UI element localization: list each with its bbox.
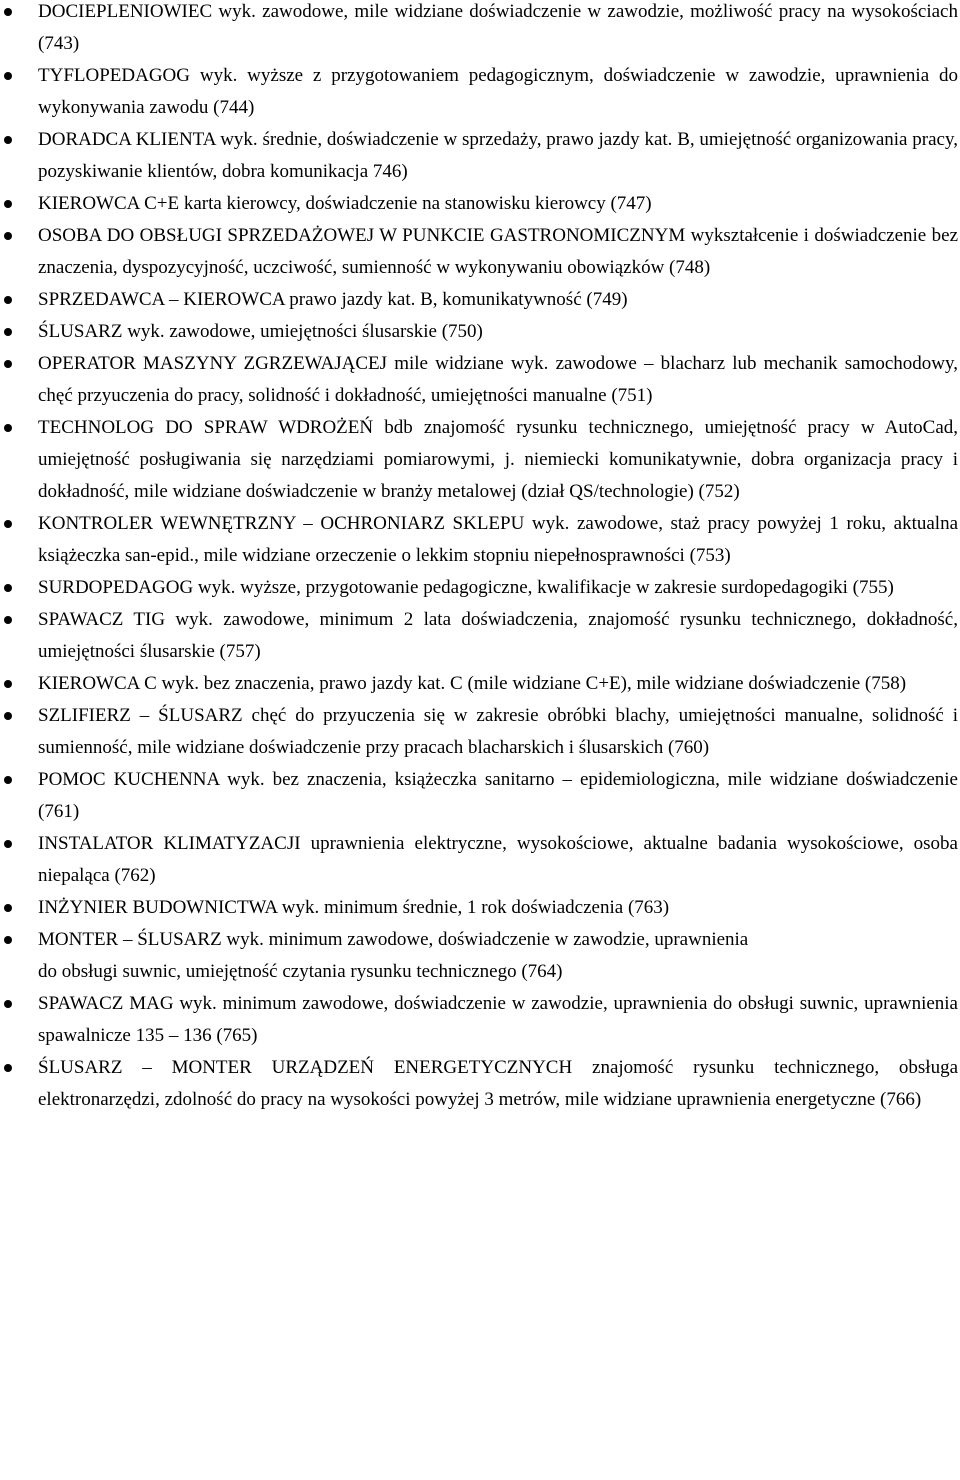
job-offer-item [0, 572, 958, 604]
job-offer-item [0, 188, 958, 220]
bullet-icon [4, 904, 12, 912]
job-offer-text: ŚLUSARZ – MONTER URZĄDZEŃ ENERGETYCZNYCH znajomość rysunku technicznego, obsługa elektronarzędzi, zdolność do pracy na wysokości powyżej 3 metrów, mile widziane uprawnienia energetyczne (766) [38, 1057, 958, 1110]
bullet-icon [4, 776, 12, 784]
bullet-icon [4, 136, 12, 144]
job-offer-text: INSTALATOR KLIMATYZACJI uprawnienia elektryczne, wysokościowe, aktualne badania wysokościowe, osoba niepaląca (762) [38, 833, 958, 886]
bullet-icon [4, 840, 12, 848]
job-offer-text: TYFLOPEDAGOG wyk. wyższe z przygotowaniem pedagogicznym, doświadczenie w zawodzie, uprawnienia do wykonywania zawodu (744) [38, 65, 958, 118]
job-offer-text: SPAWACZ MAG wyk. minimum zawodowe, doświadczenie w zawodzie, uprawnienia do obsługi suwnic, uprawnienia spawalnicze 135 – 136 (765) [38, 993, 958, 1046]
job-offer-text: POMOC KUCHENNA wyk. bez znaczenia, książeczka sanitarno – epidemiologiczna, mile widziane doświadczenie (761) [38, 769, 958, 822]
job-offer-item [0, 924, 958, 988]
bullet-icon [4, 520, 12, 528]
job-offer-text: SPRZEDAWCA – KIEROWCA prawo jazdy kat. B, komunikatywność (749) [38, 289, 628, 310]
job-offer-item [0, 988, 958, 1052]
job-offer-text: SPAWACZ TIG wyk. zawodowe, minimum 2 lata doświadczenia, znajomość rysunku technicznego, dokładność, umiejętności ślusarskie (757) [38, 609, 958, 662]
bullet-icon [4, 232, 12, 240]
bullet-icon [4, 360, 12, 368]
job-offer-item [0, 220, 958, 284]
job-offer-text: KONTROLER WEWNĘTRZNY – OCHRONIARZ SKLEPU wyk. zawodowe, staż pracy powyżej 1 roku, aktualna książeczka san-epid., mile widziane orzeczenie o lekkim stopniu niepełnosprawności (753) [38, 513, 958, 566]
job-offer-text: INŻYNIER BUDOWNICTWA wyk. minimum średnie, 1 rok doświadczenia (763) [38, 897, 670, 918]
bullet-icon [4, 584, 12, 592]
bullet-icon [4, 936, 12, 944]
job-offer-text: OPERATOR MASZYNY ZGRZEWAJĄCEJ mile widziane wyk. zawodowe – blacharz lub mechanik samochodowy, chęć przyuczenia do pracy, solidność i dokładność, umiejętności manualne (751) [38, 353, 958, 406]
job-offer-item [0, 0, 958, 60]
job-offer-item [0, 764, 958, 828]
job-offer-text: MONTER – ŚLUSARZ wyk. minimum zawodowe, doświadczenie w zawodzie, uprawnienia [38, 929, 749, 950]
job-offer-item [0, 700, 958, 764]
job-offer-item [0, 604, 958, 668]
bullet-icon [4, 616, 12, 624]
job-offer-text: OSOBA DO OBSŁUGI SPRZEDAŻOWEJ W PUNKCIE GASTRONOMICZNYM wykształcenie i doświadczenie bez znaczenia, dyspozycyjność, uczciwość, sumienność w wykonywaniu obowiązków (748) [38, 225, 958, 278]
job-offer-item [0, 1052, 958, 1116]
job-offer-text: do obsługi suwnic, umiejętność czytania rysunku technicznego (764) [38, 961, 563, 982]
bullet-icon [4, 1064, 12, 1072]
bullet-icon [4, 328, 12, 336]
job-offer-item [0, 284, 958, 316]
job-offer-item [0, 124, 958, 188]
job-offer-item [0, 892, 958, 924]
bullet-icon [4, 200, 12, 208]
job-offer-text: SURDOPEDAGOG wyk. wyższe, przygotowanie pedagogiczne, kwalifikacje w zakresie surdopedagogiki (755) [38, 577, 894, 598]
job-offer-item [0, 60, 958, 124]
job-offer-text: DORADCA KLIENTA wyk. średnie, doświadczenie w sprzedaży, prawo jazdy kat. B, umiejętność organizowania pracy, pozyskiwanie klientów, dobra komunikacja 746) [38, 129, 958, 182]
bullet-icon [4, 296, 12, 304]
bullet-icon [4, 712, 12, 720]
job-offer-text: DOCIEPLENIOWIEC wyk. zawodowe, mile widziane doświadczenie w zawodzie, możliwość pracy na wysokościach (743) [38, 1, 958, 54]
bullet-icon [4, 72, 12, 80]
bullet-icon [4, 1000, 12, 1008]
bullet-icon [4, 424, 12, 432]
job-offer-text: KIEROWCA C+E karta kierowcy, doświadczenie na stanowisku kierowcy (747) [38, 193, 652, 214]
bullet-icon [4, 8, 12, 16]
job-offer-text: KIEROWCA C wyk. bez znaczenia, prawo jazdy kat. C (mile widziane C+E), mile widziane doświadczenie (758) [38, 673, 907, 694]
job-offer-item [0, 508, 958, 572]
bullet-icon [4, 680, 12, 688]
job-offer-item [0, 668, 958, 700]
job-offer-item [0, 348, 958, 412]
job-offer-text: SZLIFIERZ – ŚLUSARZ chęć do przyuczenia się w zakresie obróbki blachy, umiejętności manualne, solidność i sumienność, mile widziane doświadczenie przy pracach blacharskich i ślusarskich (760) [38, 705, 958, 758]
job-offer-item [0, 412, 958, 508]
job-offer-text: ŚLUSARZ wyk. zawodowe, umiejętności ślusarskie (750) [38, 321, 483, 342]
job-offer-item [0, 316, 958, 348]
job-offer-item [0, 828, 958, 892]
job-offer-text: TECHNOLOG DO SPRAW WDROŻEŃ bdb znajomość rysunku technicznego, umiejętność pracy w AutoCad, umiejętność posługiwania się narzędziami pomiarowymi, j. niemiecki komunikatywnie, dobra organizacja pracy i dokładność, mile widziane doświadczenie w branży metalowej (dział QS/technologie) (752) [38, 417, 958, 502]
